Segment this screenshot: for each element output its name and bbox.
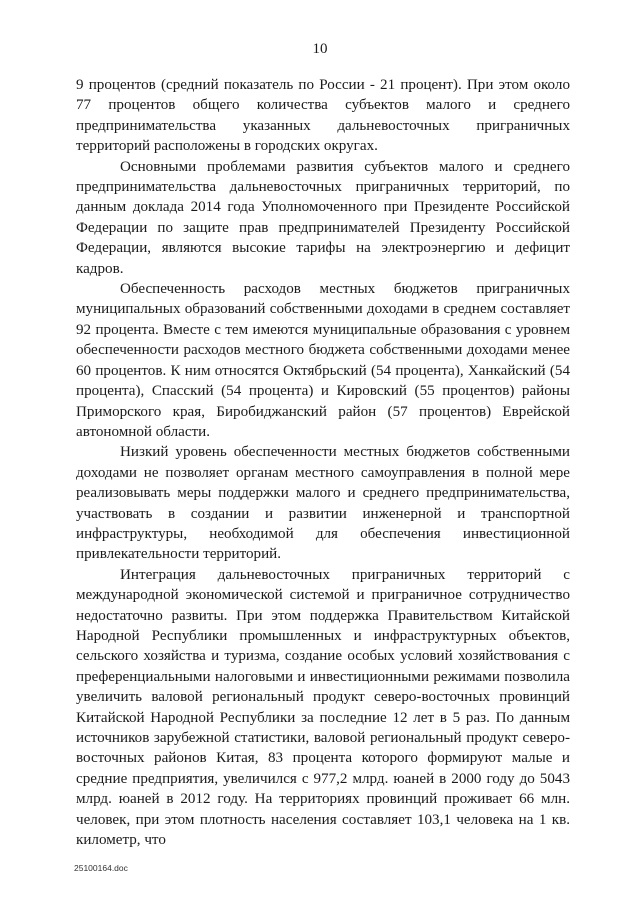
footer-filename: 25100164.doc xyxy=(74,863,128,873)
paragraph: Основными проблемами развития субъектов малого и среднего предпринимательства дальневосточных приграничных территорий, по данным доклада 2014 года Уполномоченного при Президенте Российской Федерации по защите прав предпринимателей Президенту Российской Федерации, являются высокие тарифы на электроэнергию и дефицит кадров. xyxy=(76,158,570,277)
page-number: 10 xyxy=(312,41,328,57)
paragraph-continuation: 9 процентов (средний показатель по России - 21 процент). При этом около 77 процентов общего количества субъектов малого и среднего предпринимательства указанных дальневосточных приграничных территорий расположены в городских округах. xyxy=(76,77,570,155)
document-body xyxy=(76,75,570,850)
paragraph: Интеграция дальневосточных приграничных территорий с международной экономической системой и приграничное сотрудничество недостаточно развиты. При этом поддержка Правительством Китайской Народной Республики промышленных и инфраструктурных объектов, сельского хозяйства и туризма, создание особых условий хозяйствования с преференциальными налоговыми и инвестиционными режимами позволила увеличить валовой региональный продукт северо-восточных провинций Китайской Народной Республики за последние 12 лет в 5 раз. По данным источников зарубежной статистики, валовой региональный продукт северо-восточных районов Китая, 83 процента которого формируют малые и средние предприятия, увеличился с 977,2 млрд. юаней в 2000 году до 5043 млрд. юаней в 2012 году. На территориях провинций проживает 66 млн. человек, при этом плотность населения составляет 103,1 человека на 1 кв. километр, что xyxy=(76,566,570,849)
paragraph: Низкий уровень обеспеченности местных бюджетов собственными доходами не позволяет органам местного самоуправления в полной мере реализовывать меры поддержки малого и среднего предпринимательства, участвовать в создании и развитии инженерной и транспортной инфраструктуры, необходимой для обеспечения инвестиционной привлекательности территорий. xyxy=(76,444,570,563)
paragraph: Обеспеченность расходов местных бюджетов приграничных муниципальных образований собственными доходами в среднем составляет 92 процента. Вместе с тем имеются муниципальные образования с уровнем обеспеченности расходов местного бюджета собственными доходами менее 60 процентов. К ним относятся Октябрьский (54 процента), Ханкайский (54 процента), Спасский (54 процента) и Кировский (55 процентов) районы Приморского края, Биробиджанский район (57 процентов) Еврейской автономной области. xyxy=(76,281,570,440)
